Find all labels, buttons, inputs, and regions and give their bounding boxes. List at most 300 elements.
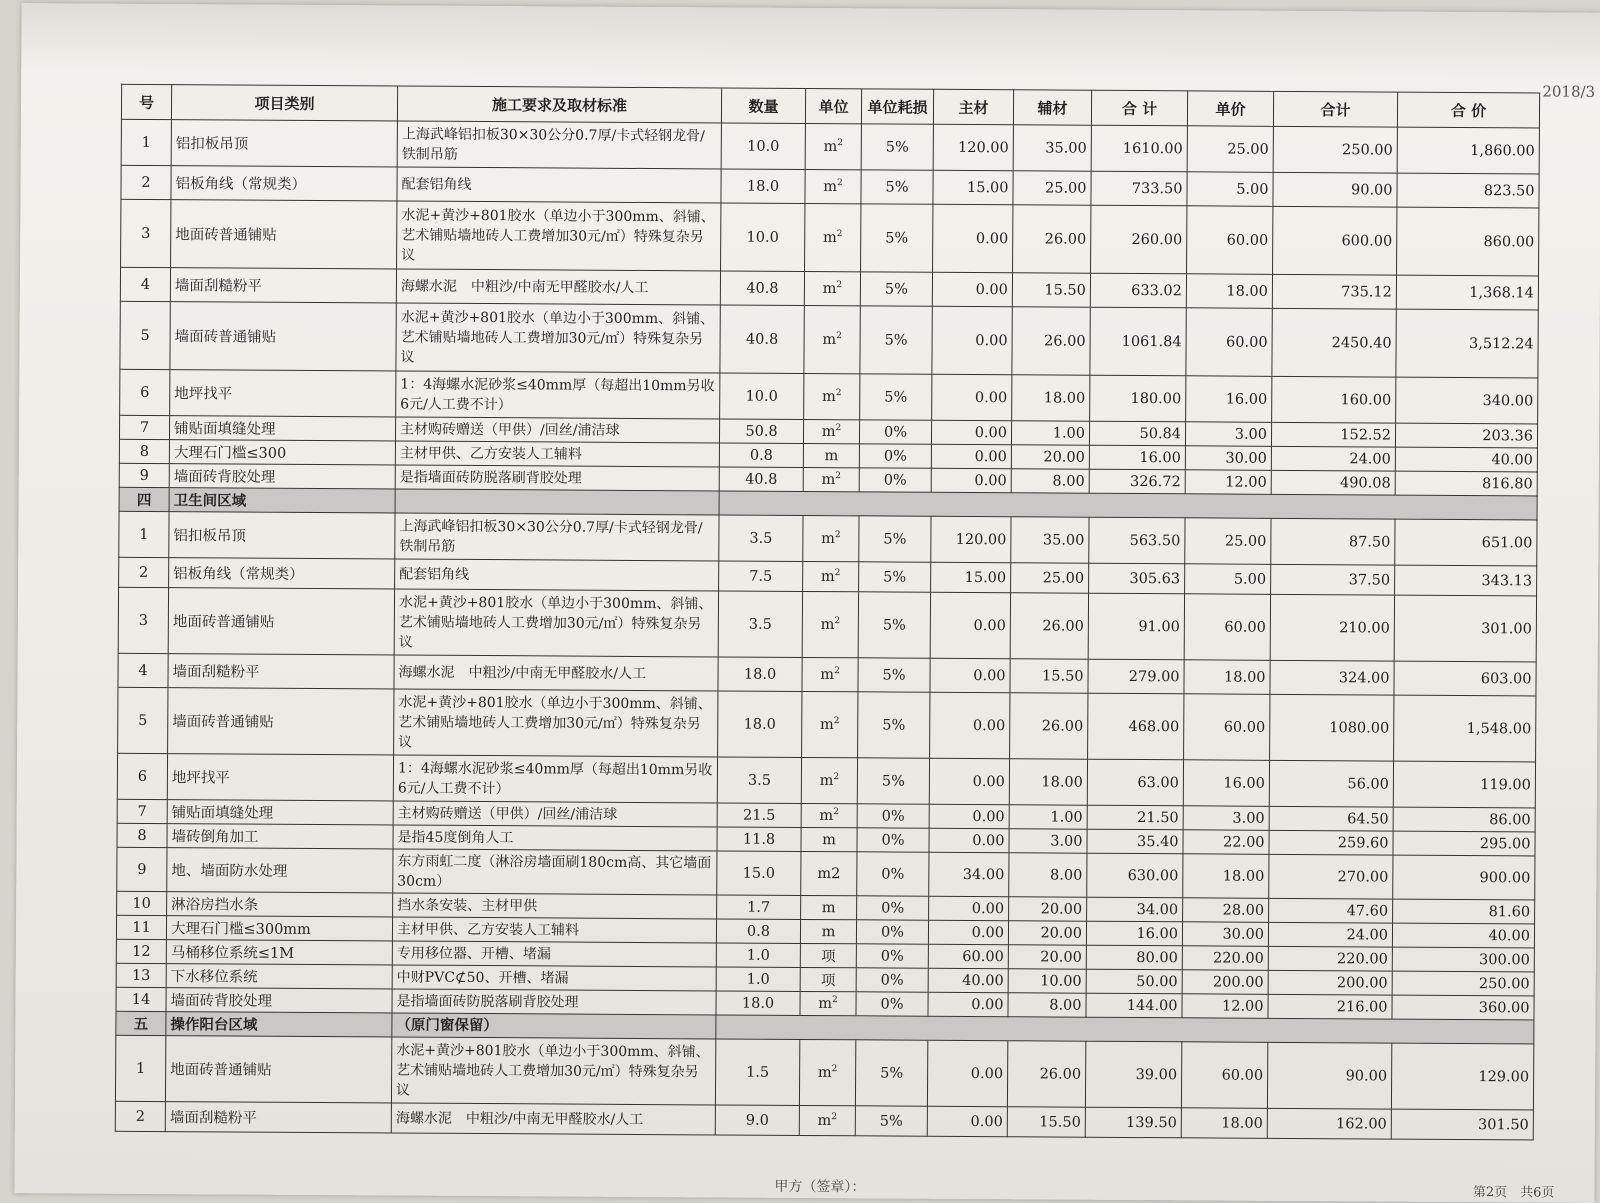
item-unit — [802, 591, 858, 657]
item-subtotal: 16.00 — [1089, 445, 1185, 470]
item-category: 墙砖倒角加工 — [167, 824, 393, 849]
item-unit — [803, 419, 859, 443]
item-quantity: 10.0 — [721, 123, 805, 170]
item-grand-total: 295.00 — [1393, 831, 1535, 856]
item-category: 铝板角线（常规类） — [169, 558, 395, 589]
item-spec: 是指墙面砖防脱落刷背胶处理 — [392, 989, 716, 1015]
item-unit — [804, 305, 860, 373]
row-number: 10 — [117, 891, 167, 915]
item-category: 地面砖普通铺贴 — [165, 1036, 391, 1103]
row-number: 4 — [120, 267, 170, 301]
unit-text: m — [822, 229, 837, 247]
item-subtotal: 21.50 — [1087, 805, 1183, 830]
item-aux-material: 26.00 — [1010, 593, 1088, 659]
item-loss-rate: 5% — [858, 692, 930, 758]
header-no: 号 — [121, 84, 171, 119]
item-quantity: 18.0 — [721, 169, 805, 204]
paper-sheet — [14, 3, 1600, 1203]
item-main-material: 0.00 — [933, 204, 1013, 272]
item-main-material: 0.00 — [929, 828, 1009, 852]
unit-superscript: 2 — [834, 666, 840, 677]
item-loss-rate: 5% — [858, 658, 930, 692]
item-spec: 主材购砖赠送（甲供）/回丝/浦洁球 — [395, 417, 719, 443]
item-loss-rate: 5% — [861, 170, 933, 204]
header-unit: 单位 — [805, 88, 861, 123]
item-loss-rate: 0% — [859, 468, 931, 492]
item-spec: 上海武峰铝扣板30×30公分0.7厚/卡式轻钢龙骨/铁制吊筋 — [395, 513, 719, 561]
item-main-material: 0.00 — [929, 896, 1009, 920]
item-category: 墙面砖普通铺贴 — [170, 302, 396, 371]
item-aux-material: 15.50 — [1007, 1107, 1085, 1137]
item-grand-total: 1,368.14 — [1396, 275, 1538, 310]
item-loss-rate: 0% — [856, 920, 928, 944]
item-spec: 配套铝角线 — [395, 559, 719, 591]
item-spec: 水泥+黄沙+801胶水（单边小于300mm、斜铺、艺术铺贴墙地砖人工费增加30元/㎡）特殊复杂另议 — [391, 1037, 715, 1105]
item-loss-rate: 5% — [860, 306, 932, 374]
header-spec: 施工要求及取材标准 — [397, 86, 721, 123]
item-quantity: 1.0 — [716, 943, 800, 968]
item-quantity: 18.0 — [718, 657, 802, 692]
item-loss-rate: 5% — [858, 592, 930, 658]
item-aux-material: 15.50 — [1012, 273, 1090, 307]
item-total: 24.00 — [1271, 446, 1395, 471]
item-total: 162.00 — [1267, 1108, 1391, 1139]
item-main-material: 34.00 — [929, 852, 1009, 896]
item-category: 铝扣板吊顶 — [169, 512, 395, 559]
item-unit-price: 3.00 — [1183, 806, 1269, 831]
item-quantity: 50.8 — [719, 419, 803, 444]
item-unit — [803, 443, 859, 467]
item-quantity: 40.8 — [719, 467, 803, 492]
signature-label: 甲方（签章）： — [774, 1178, 866, 1196]
item-loss-rate: 0% — [859, 444, 931, 468]
unit-text: m — [823, 178, 838, 196]
item-main-material: 0.00 — [928, 992, 1008, 1016]
item-quantity: 11.8 — [717, 827, 801, 852]
item-category: 铺贴面填缝处理 — [167, 800, 393, 825]
unit-superscript: 2 — [836, 229, 843, 240]
item-category: 墙面刮糙粉平 — [170, 268, 396, 303]
item-total: 490.08 — [1271, 470, 1395, 495]
unit-superscript: 2 — [833, 716, 840, 727]
item-subtotal: 279.00 — [1088, 659, 1184, 694]
item-subtotal: 563.50 — [1089, 517, 1185, 564]
section-note: （原门窗保留） — [392, 1013, 716, 1039]
unit-superscript: 2 — [837, 138, 844, 149]
item-loss-rate: 5% — [860, 272, 932, 306]
item-main-material: 120.00 — [933, 124, 1013, 170]
unit-superscript: 2 — [831, 1064, 838, 1075]
item-aux-material: 20.00 — [1011, 445, 1089, 469]
item-main-material: 15.00 — [931, 562, 1011, 592]
item-unit — [805, 169, 861, 203]
item-loss-rate: 0% — [859, 420, 931, 444]
item-unit-price: 3.00 — [1185, 422, 1271, 447]
table-row — [120, 301, 1538, 378]
item-quantity: 40.8 — [720, 305, 804, 374]
item-category: 地坪找平 — [167, 754, 393, 801]
item-subtotal: 1061.84 — [1090, 307, 1186, 376]
item-quantity: 1.0 — [716, 967, 800, 992]
item-category: 地坪找平 — [170, 370, 396, 417]
unit-text: m — [820, 666, 835, 684]
item-subtotal: 305.63 — [1089, 563, 1185, 594]
item-unit — [802, 657, 858, 691]
item-total: 735.12 — [1272, 274, 1396, 309]
unit-superscript: 2 — [831, 1112, 838, 1123]
item-unit — [800, 967, 856, 991]
item-total: 1080.00 — [1270, 694, 1394, 761]
item-category: 铝板角线（常规类） — [171, 166, 397, 201]
item-grand-total: 343.13 — [1395, 565, 1537, 596]
item-category: 墙面砖背胶处理 — [166, 988, 392, 1013]
item-total: 250.00 — [1273, 126, 1397, 173]
item-aux-material: 10.00 — [1008, 969, 1086, 993]
item-spec: 中财PVC⊄50、开槽、堵漏 — [392, 965, 716, 991]
item-grand-total: 823.50 — [1397, 173, 1539, 208]
unit-text: m — [821, 923, 836, 940]
item-quantity: 3.5 — [717, 757, 801, 804]
item-quantity: 18.0 — [716, 991, 800, 1016]
item-quantity: 1.5 — [715, 1039, 799, 1106]
item-quantity: 0.8 — [719, 443, 803, 468]
item-aux-material: 8.00 — [1008, 993, 1086, 1017]
row-number: 8 — [119, 439, 169, 463]
item-aux-material: 1.00 — [1011, 421, 1089, 445]
item-main-material: 0.00 — [930, 692, 1010, 758]
item-spec: 水泥+黄沙+801胶水（单边小于300mm、斜铺、艺术铺贴墙地砖人工费增加30元/㎡）特殊复杂另议 — [396, 303, 720, 373]
unit-superscript: 2 — [836, 280, 843, 291]
row-number: 2 — [119, 557, 169, 587]
item-unit-price: 30.00 — [1182, 922, 1268, 947]
item-loss-rate: 0% — [857, 828, 929, 852]
unit-text: m — [817, 1064, 832, 1082]
item-unit-price: 18.00 — [1184, 660, 1270, 695]
item-unit — [801, 851, 857, 895]
unit-text: m — [823, 138, 838, 156]
item-unit-price: 25.00 — [1187, 126, 1273, 173]
item-total: 216.00 — [1268, 994, 1392, 1019]
item-total: 324.00 — [1270, 660, 1394, 695]
item-quantity: 10.0 — [721, 203, 805, 272]
unit-superscript: 2 — [836, 331, 842, 342]
item-subtotal: 16.00 — [1086, 921, 1182, 946]
item-loss-rate: 0% — [857, 804, 929, 828]
item-unit-price: 200.00 — [1182, 970, 1268, 995]
row-number: 2 — [115, 1101, 165, 1131]
item-main-material: 40.00 — [928, 968, 1008, 992]
item-subtotal: 91.00 — [1088, 593, 1184, 660]
item-loss-rate: 5% — [855, 1040, 927, 1106]
item-main-material: 0.00 — [932, 272, 1012, 306]
item-unit-price: 5.00 — [1185, 564, 1271, 595]
item-subtotal: 63.00 — [1087, 759, 1183, 806]
item-total: 24.00 — [1268, 922, 1392, 947]
item-main-material: 0.00 — [929, 804, 1009, 828]
item-subtotal: 630.00 — [1087, 853, 1183, 898]
page-number: 第2页 共6页 — [1472, 1185, 1555, 1201]
item-category: 大理石门槛≤300mm — [166, 916, 392, 941]
item-subtotal: 144.00 — [1086, 993, 1182, 1018]
item-unit-price: 16.00 — [1186, 376, 1272, 423]
item-aux-material: 20.00 — [1008, 921, 1086, 945]
item-category: 铝扣板吊顶 — [171, 120, 397, 167]
item-unit-price: 5.00 — [1187, 172, 1273, 207]
item-unit-price: 30.00 — [1185, 446, 1271, 471]
item-grand-total: 360.00 — [1392, 995, 1534, 1020]
item-grand-total: 40.00 — [1392, 923, 1534, 948]
item-unit-price: 220.00 — [1182, 946, 1268, 971]
item-quantity: 0.8 — [716, 919, 800, 944]
item-quantity: 7.5 — [719, 561, 803, 592]
row-number: 9 — [117, 847, 167, 891]
item-total: 220.00 — [1268, 946, 1392, 971]
item-unit — [800, 919, 856, 943]
item-loss-rate: 0% — [857, 852, 929, 896]
item-grand-total: 301.00 — [1394, 595, 1536, 662]
item-category: 墙面砖背胶处理 — [169, 464, 395, 489]
row-number: 14 — [116, 987, 166, 1011]
item-spec: 配套铝角线 — [397, 167, 721, 203]
item-subtotal: 633.02 — [1090, 273, 1186, 308]
item-aux-material: 35.00 — [1011, 517, 1089, 563]
item-unit — [804, 271, 860, 305]
unit-superscript: 2 — [833, 807, 839, 818]
unit-text: m — [819, 807, 834, 825]
item-subtotal: 326.72 — [1089, 469, 1185, 494]
item-grand-total: 860.00 — [1397, 207, 1539, 276]
item-spec: 主材甲供、乙方安装人工辅料 — [392, 917, 716, 943]
row-number: 6 — [120, 369, 170, 415]
item-aux-material: 3.00 — [1009, 829, 1087, 853]
item-unit — [799, 1039, 855, 1105]
unit-text: m — [819, 716, 834, 734]
item-total: 64.50 — [1269, 806, 1393, 831]
item-main-material: 0.00 — [931, 468, 1011, 492]
item-quantity: 3.5 — [718, 591, 802, 658]
item-loss-rate: 0% — [856, 992, 928, 1016]
item-category: 铺贴面填缝处理 — [169, 416, 395, 441]
header-loss: 单位耗损 — [861, 89, 933, 124]
item-quantity: 10.0 — [720, 373, 804, 420]
unit-text: m — [820, 568, 835, 586]
item-spec: 海螺水泥 中粗沙/中南无甲醛胶水/人工 — [391, 1103, 715, 1135]
unit-text: m — [817, 1112, 832, 1130]
item-spec: 是指墙面砖防脱落刷背胶处理 — [395, 465, 719, 491]
unit-superscript: 2 — [835, 471, 842, 482]
item-unit-price: 18.00 — [1186, 274, 1272, 309]
item-total: 2450.40 — [1272, 308, 1396, 377]
item-quantity: 1.7 — [717, 895, 801, 920]
row-number: 13 — [116, 963, 166, 987]
item-grand-total: 340.00 — [1396, 377, 1538, 424]
unit-superscript: 2 — [833, 772, 840, 783]
item-quantity: 3.5 — [719, 515, 803, 562]
section-title: 卫生间区域 — [169, 488, 395, 513]
item-aux-material: 8.00 — [1011, 469, 1089, 493]
item-category: 地面砖普通铺贴 — [168, 588, 394, 655]
unit-superscript: 2 — [832, 995, 838, 1006]
item-subtotal: 35.40 — [1087, 829, 1183, 854]
item-loss-rate: 0% — [856, 944, 928, 968]
item-spec: 是指45度倒角人工 — [393, 825, 717, 851]
item-aux-material: 15.50 — [1010, 659, 1088, 693]
item-total: 600.00 — [1273, 206, 1397, 275]
item-grand-total: 900.00 — [1393, 855, 1535, 900]
item-loss-rate: 5% — [855, 1106, 927, 1136]
item-main-material: 0.00 — [930, 658, 1010, 692]
item-main-material: 0.00 — [931, 420, 1011, 444]
item-unit — [805, 203, 861, 271]
row-number: 7 — [117, 799, 167, 823]
item-spec: 专用移位器、开槽、堵漏 — [392, 941, 716, 967]
unit-text: m — [821, 899, 836, 916]
item-spec: 水泥+黄沙+801胶水（单边小于300mm、斜铺、艺术铺贴墙地砖人工费增加30元/㎡）特殊复杂另议 — [394, 589, 718, 657]
row-number: 1 — [115, 1035, 165, 1101]
item-loss-rate: 5% — [861, 204, 933, 272]
row-number: 4 — [118, 653, 168, 687]
item-total: 56.00 — [1269, 760, 1393, 807]
item-spec: 主材甲供、乙方安装人工辅料 — [395, 441, 719, 467]
item-grand-total: 86.00 — [1393, 807, 1535, 832]
row-number: 1 — [121, 119, 171, 165]
item-unit — [799, 1105, 855, 1135]
item-grand-total: 81.60 — [1393, 899, 1535, 924]
item-total: 37.50 — [1271, 564, 1395, 595]
item-grand-total: 300.00 — [1392, 947, 1534, 972]
item-unit — [800, 943, 856, 967]
table-row — [115, 1035, 1533, 1110]
unit-text: m — [819, 772, 834, 790]
item-unit-price: 25.00 — [1185, 518, 1271, 565]
unit-superscript: 2 — [835, 423, 842, 434]
item-unit-price: 60.00 — [1187, 206, 1273, 275]
table-row — [118, 687, 1536, 762]
item-main-material: 120.00 — [931, 516, 1011, 562]
item-grand-total: 203.36 — [1395, 423, 1537, 448]
table-row — [118, 587, 1536, 662]
unit-superscript: 2 — [834, 530, 841, 541]
section-number: 五 — [116, 1011, 166, 1035]
item-grand-total: 129.00 — [1391, 1043, 1533, 1110]
item-total: 259.60 — [1269, 830, 1393, 855]
item-main-material: 0.00 — [932, 306, 1012, 374]
item-unit-price: 12.00 — [1182, 994, 1268, 1019]
item-aux-material: 26.00 — [1012, 307, 1090, 375]
item-aux-material: 26.00 — [1013, 205, 1091, 273]
header-total: 合计 — [1273, 91, 1397, 127]
item-loss-rate: 5% — [859, 516, 931, 562]
item-loss-rate: 5% — [861, 124, 933, 170]
item-aux-material: 18.00 — [1009, 759, 1087, 805]
item-subtotal: 733.50 — [1091, 171, 1187, 206]
item-subtotal: 139.50 — [1085, 1107, 1181, 1138]
item-spec: 挡水条安装、主材甲供 — [393, 893, 717, 919]
item-subtotal: 80.00 — [1086, 945, 1182, 970]
item-unit — [801, 895, 857, 919]
row-number: 8 — [117, 823, 167, 847]
item-grand-total: 301.50 — [1391, 1109, 1533, 1140]
item-spec: 水泥+黄沙+801胶水（单边小于300mm、斜铺、艺术铺贴墙地砖人工费增加30元/㎡）特殊复杂另议 — [397, 201, 721, 271]
fold-shadow — [21, 3, 1600, 83]
row-number: 3 — [121, 199, 171, 267]
item-main-material: 0.00 — [927, 1106, 1007, 1136]
item-loss-rate: 5% — [860, 374, 932, 420]
item-unit — [805, 123, 861, 169]
item-category: 墙面刮糙粉平 — [165, 1102, 391, 1133]
item-total: 87.50 — [1271, 518, 1395, 565]
row-number: 5 — [120, 301, 170, 369]
header-qty: 数量 — [721, 88, 805, 124]
unit-text: m — [818, 995, 833, 1013]
unit-text: m — [822, 280, 837, 298]
item-spec: 水泥+黄沙+801胶水（单边小于300mm、斜铺、艺术铺贴墙地砖人工费增加30元/㎡）特殊复杂另议 — [394, 689, 718, 757]
item-subtotal: 180.00 — [1090, 375, 1186, 422]
item-quantity: 40.8 — [720, 271, 804, 306]
item-main-material: 15.00 — [933, 170, 1013, 204]
item-quantity: 21.5 — [717, 803, 801, 828]
header-subtotal: 合 计 — [1091, 90, 1187, 126]
item-aux-material: 35.00 — [1013, 125, 1091, 171]
item-unit-price: 22.00 — [1183, 830, 1269, 855]
row-number: 9 — [119, 463, 169, 487]
row-number: 5 — [118, 687, 168, 753]
item-subtotal: 1610.00 — [1091, 125, 1187, 172]
item-grand-total: 816.80 — [1395, 471, 1537, 496]
item-subtotal: 260.00 — [1091, 205, 1187, 274]
row-number: 1 — [119, 511, 169, 557]
unit-superscript: 2 — [834, 568, 841, 579]
item-total: 160.00 — [1272, 376, 1396, 423]
item-main-material: 0.00 — [931, 444, 1011, 468]
item-grand-total: 1,860.00 — [1397, 127, 1539, 174]
item-subtotal: 50.84 — [1089, 421, 1185, 446]
item-aux-material: 8.00 — [1009, 853, 1087, 897]
header-unit-price: 单价 — [1187, 91, 1273, 127]
row-number: 12 — [116, 939, 166, 963]
item-category: 大理石门槛≤300 — [169, 440, 395, 465]
item-aux-material: 20.00 — [1008, 945, 1086, 969]
table-row — [121, 199, 1539, 276]
item-unit-price: 12.00 — [1185, 470, 1271, 495]
item-unit-price: 60.00 — [1181, 1042, 1267, 1109]
unit-text: 项 — [821, 949, 836, 966]
section-note — [395, 489, 719, 515]
item-spec: 海螺水泥 中粗沙/中南无甲醛胶水/人工 — [394, 655, 718, 691]
item-subtotal: 468.00 — [1088, 693, 1184, 760]
item-unit-price: 28.00 — [1183, 898, 1269, 923]
item-subtotal: 39.00 — [1085, 1041, 1181, 1108]
item-unit-price: 60.00 — [1184, 594, 1270, 661]
item-spec: 海螺水泥 中粗沙/中南无甲醛胶水/人工 — [396, 269, 720, 305]
item-subtotal: 50.00 — [1086, 969, 1182, 994]
item-grand-total: 603.00 — [1394, 661, 1536, 696]
item-unit-price: 18.00 — [1183, 854, 1269, 899]
item-total: 210.00 — [1270, 594, 1394, 661]
item-unit-price: 18.00 — [1181, 1108, 1267, 1139]
header-aux-material: 辅材 — [1013, 90, 1091, 125]
unit-text: m — [821, 471, 836, 489]
unit-text: m — [821, 388, 836, 406]
item-grand-total: 3,512.24 — [1396, 309, 1538, 378]
item-unit-price: 16.00 — [1183, 760, 1269, 807]
item-category: 地面砖普通铺贴 — [171, 200, 397, 269]
item-unit — [804, 373, 860, 419]
item-unit — [803, 561, 859, 591]
item-grand-total: 119.00 — [1393, 761, 1535, 808]
item-spec: 1：4海螺水泥砂浆≤40mm厚（每超出10mm另收6元/人工费不计） — [393, 755, 717, 803]
unit-superscript: 2 — [837, 178, 843, 189]
